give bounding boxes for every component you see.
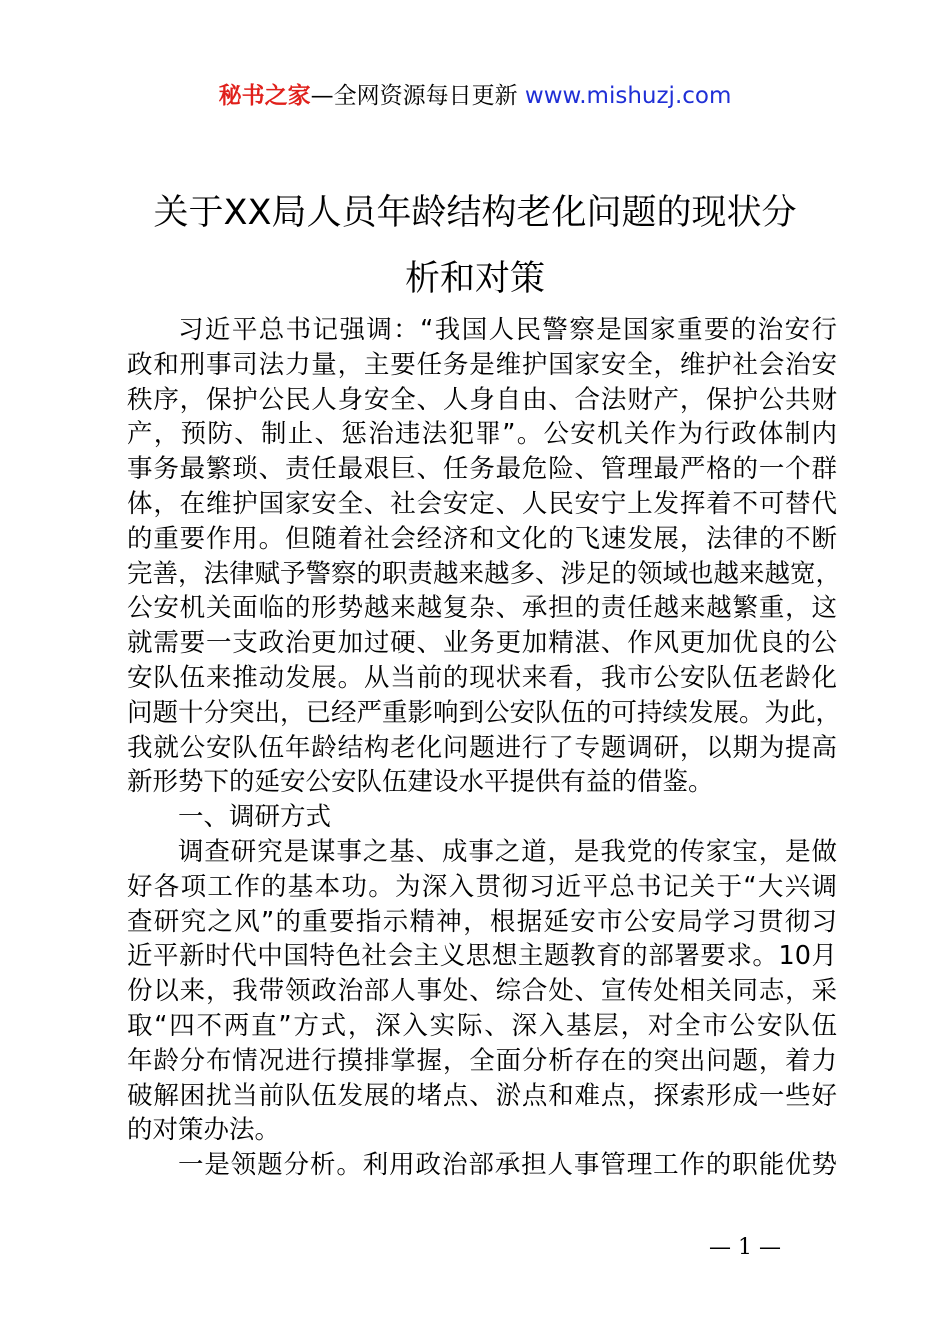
paragraph-line: 破解困扰当前队伍发展的堵点、淤点和难点，探索形成一些好	[127, 1080, 837, 1111]
document-title-line-1: 关于XX局人员年龄结构老化问题的现状分	[153, 193, 797, 233]
section-heading: 一、调研方式	[178, 802, 332, 833]
paragraph-line: 份以来，我带领政治部人事处、综合处、宣传处相关同志，采	[127, 976, 837, 1007]
paragraph-line: 查研究之风”的重要指示精神，根据延安市公安局学习贯彻习	[127, 906, 837, 937]
paragraph-line: 调查研究是谋事之基、成事之道，是我党的传家宝，是做	[178, 836, 837, 867]
paragraph-line: 政和刑事司法力量，主要任务是维护国家安全，维护社会治安	[127, 349, 837, 380]
site-tagline: —全网资源每日更新	[310, 83, 525, 109]
document-title-line-2: 析和对策	[404, 259, 545, 299]
paragraph-line: 取“四不两直”方式，深入实际、深入基层，对全市公安队伍	[127, 1010, 837, 1041]
paragraph-line: 秩序，保护公民人身安全、人身自由、合法财产，保护公共财	[127, 384, 837, 415]
paragraph-line: 的对策办法。	[127, 1115, 281, 1146]
site-url-link[interactable]: www.mishuzj.com	[524, 83, 732, 109]
paragraph-line: 习近平总书记强调：“我国人民警察是国家重要的治安行	[178, 315, 837, 345]
paragraph-line: 近平新时代中国特色社会主义思想主题教育的部署要求。10月	[127, 941, 837, 972]
page-number: — 1 —	[709, 1235, 781, 1260]
site-brand: 秘书之家	[218, 83, 311, 109]
paragraph-line: 完善，法律赋予警察的职责越来越多、涉足的领域也越来越宽，	[127, 558, 842, 589]
paragraph-line: 一是领题分析。利用政治部承担人事管理工作的职能优势	[178, 1150, 837, 1181]
paragraph-line: 事务最繁琐、责任最艰巨、任务最危险、管理最严格的一个群	[127, 454, 837, 485]
paragraph-line: 公安机关面临的形势越来越复杂、承担的责任越来越繁重，这	[127, 593, 837, 624]
site-header	[0, 82, 950, 110]
paragraph-line: 好各项工作的基本功。为深入贯彻习近平总书记关于“大兴调	[127, 871, 837, 902]
paragraph-line: 体，在维护国家安全、社会安定、人民安宁上发挥着不可替代	[127, 488, 837, 519]
paragraph-line: 就需要一支政治更加过硬、业务更加精湛、作风更加优良的公	[127, 628, 837, 659]
paragraph-line: 产，预防、制止、惩治违法犯罪”。公安机关作为行政体制内	[127, 419, 837, 450]
document-body	[127, 313, 842, 1183]
paragraph-line: 问题十分突出，已经严重影响到公安队伍的可持续发展。为此，	[127, 697, 842, 728]
paragraph-line: 的重要作用。但随着社会经济和文化的飞速发展，法律的不断	[127, 523, 837, 554]
paragraph-line: 安队伍来推动发展。从当前的现状来看，我市公安队伍老龄化	[127, 662, 837, 693]
paragraph-line: 我就公安队伍年龄结构老化问题进行了专题调研，以期为提高	[127, 732, 837, 763]
paragraph-line: 新形势下的延安公安队伍建设水平提供有益的借鉴。	[127, 767, 714, 798]
paragraph-line: 年龄分布情况进行摸排掌握，全面分析存在的突出问题，着力	[127, 1045, 837, 1076]
